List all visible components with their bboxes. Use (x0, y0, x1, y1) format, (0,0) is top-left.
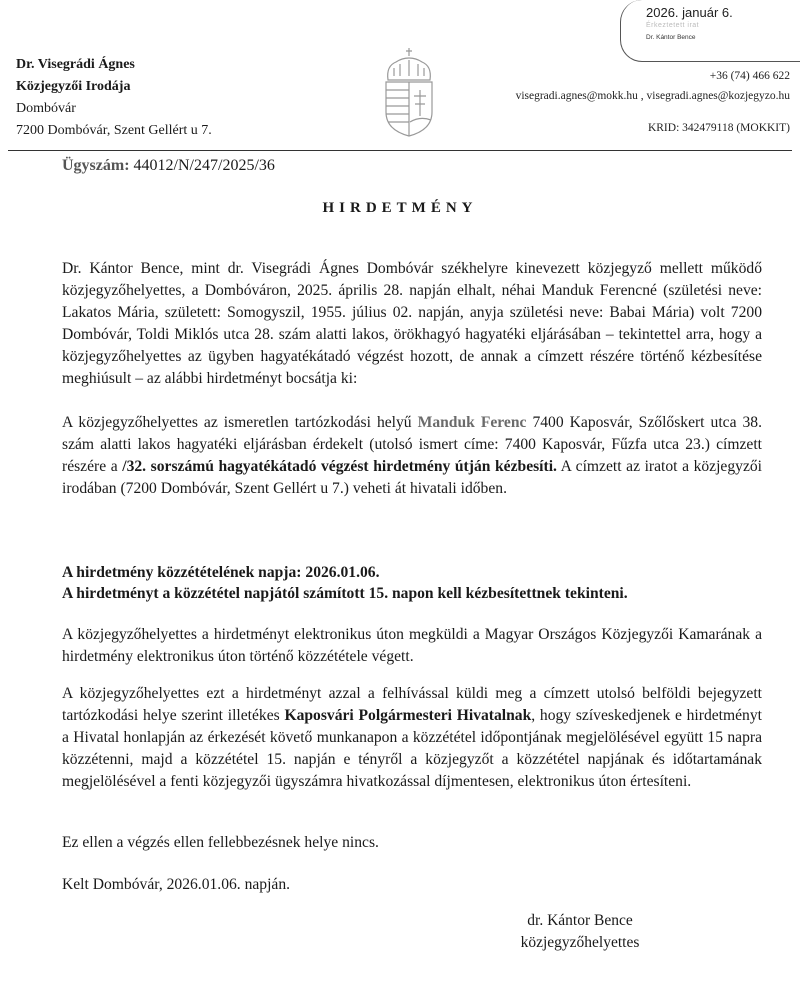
header-divider (8, 150, 792, 151)
paragraph-dated: Kelt Dombóvár, 2026.01.06. napján. (62, 876, 291, 893)
notary-city: Dombóvár (16, 101, 76, 116)
notary-emails: visegradi.agnes@mokk.hu , visegradi.agnes@kozjegyzo.hu (515, 90, 790, 102)
signer-name: dr. Kántor Bence (527, 912, 633, 929)
notice-publication-date: A hirdetmény közzétételének napja: 2026.01.06. (62, 564, 380, 581)
paragraph-no-appeal: Ez ellen a végzés ellen fellebbezésnek helye nincs. (62, 834, 379, 851)
case-number (62, 157, 275, 175)
case-number-label: Ügyszám: (62, 157, 130, 174)
paragraph-municipality: A közjegyzőhelyettes ezt a hirdetményt azzal a felhívással küldi meg a címzett utolsó belföldi bejegyzett tartózkodási helye szerint illetékes Kaposvári Polgármesteri Hivatalnak, hogy szíveskedjenek e hirdetményt a Hivatal honlapján az érkezését követő munkanapon a közzététel időpontjának megjelölésével együtt 15 napra közzétenni, majd a közzététel 15. napján e tényről a közjegyzőt a közzététel napjának és időtartamának megjelölésével a fenti közjegyzői ügyszámra hivatkozással díjmentesen, elektronikus úton értesíteni. (62, 685, 762, 790)
stamp-date: 2026. január 6. (646, 5, 733, 20)
signer-role: közjegyzőhelyettes (520, 934, 640, 951)
addressee-name: Manduk Ferenc (417, 414, 527, 431)
document-title: HIRDETMÉNY (322, 200, 478, 216)
municipality-office: Kaposvári Polgármesteri Hivatalnak (284, 707, 532, 724)
notary-phone: +36 (74) 466 622 (709, 70, 790, 82)
document-reference: /32. sorszámú hagyatékátadó végzést hirdetmény útján kézbesíti. (122, 458, 557, 475)
paragraph-intro: Dr. Kántor Bence, mint dr. Visegrádi Ágnes Dombóvár székhelyre kinevezett közjegyző mellett működő közjegyzőhelyettes, a Dombóváron, 2025. április 28. napján elhalt, néhai Manduk Ferencné (születési neve: Lakatos Mária, született: Somogyszil, 1955. július 02. napján, anyja születési neve: Babai Mária) volt 7200 Dombóvár, Toldi Miklós utca 28. szám alatti lakos, örökhagyó hagyatéki eljárásában – tekintettel arra, hogy a közjegyzőhelyettes az ügyben hagyatékátadó végzést hozott, de annak a címzett részére történő kézbesítése meghiúsult – az alábbi hirdetményt bocsátja ki: (62, 260, 762, 387)
notary-office: Közjegyzői Irodája (16, 79, 131, 94)
notice-delivery-rule: A hirdetményt a közzététel napjától számított 15. napon kell kézbesítettnek tekinteni. (62, 585, 628, 602)
paragraph-delivery: A közjegyzőhelyettes az ismeretlen tartózkodási helyű Manduk Ferenc 7400 Kaposvár, Szőlőskert utca 38. szám alatti lakos hagyatéki eljárásban érdekelt (utolsó ismert címe: 7400 Kaposvár, Fűzfa utca 23.) címzett részére a /32. sorszámú hagyatékátadó végzést hirdetmény útján kézbesíti. A címzett az iratot a közjegyzői irodában (7200 Dombóvár, Szent Gellért u 7.) veheti át hivatali időben. (62, 414, 763, 497)
notary-name: Dr. Visegrádi Ágnes (16, 57, 135, 72)
notary-krid: KRID: 342479118 (MOKKIT) (647, 122, 790, 134)
paragraph-chamber: A közjegyzőhelyettes a hirdetményt elektronikus úton megküldi a Magyar Országos Közjegyzői Kamarának a hirdetmény elektronikus úton történő közzététele végett. (62, 626, 762, 665)
case-number-value: 44012/N/247/2025/36 (133, 157, 275, 174)
stamp-subtitle: Érkeztetett irat (646, 22, 700, 29)
signature-block (500, 910, 660, 954)
coat-of-arms-icon (380, 46, 438, 138)
notary-address: 7200 Dombóvár, Szent Gellért u 7. (16, 123, 212, 138)
stamp-name: Dr. Kántor Bence (646, 34, 696, 41)
letterhead-left (16, 54, 212, 142)
